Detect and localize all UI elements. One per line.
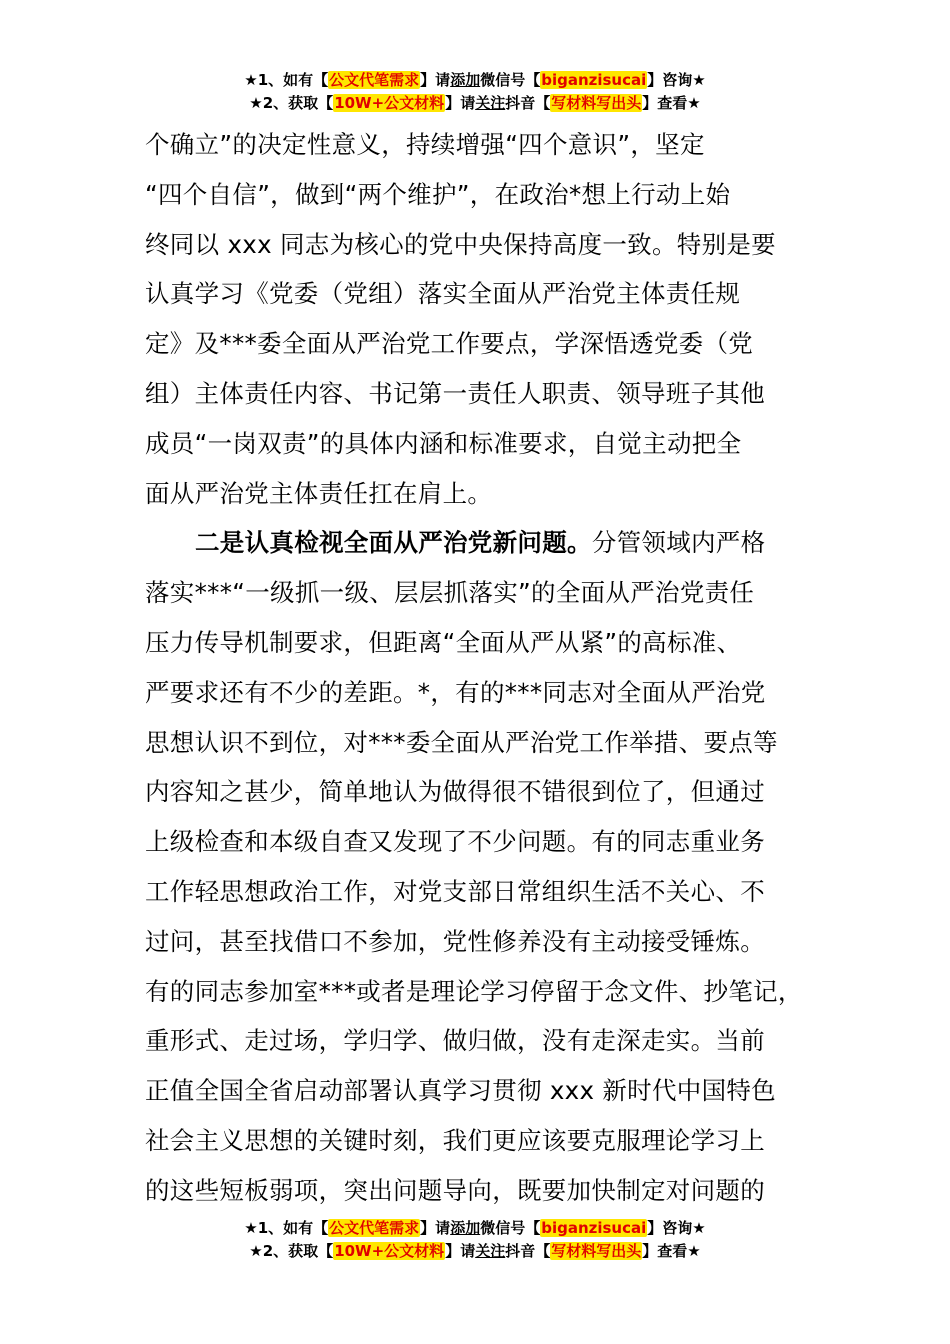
banner-text: 】请: [445, 1242, 476, 1260]
banner-text: 】咨询★: [647, 71, 706, 89]
banner-text: 】咨询★: [647, 1219, 706, 1237]
banner-line-2: [0, 1240, 950, 1263]
banner-text: 微信号【: [480, 71, 541, 89]
banner-highlight: 公文代笔需求: [329, 71, 420, 89]
banner-highlight: 写材料写出头: [551, 94, 642, 112]
body-line: 重形式、走过场，学归学、做归做，没有走深走实。当前: [145, 1026, 765, 1056]
body-line: 上级检查和本级自查又发现了不少问题。有的同志重业务: [145, 827, 765, 857]
body-line: 认真学习《党委（党组）落实全面从严治党主体责任规: [145, 279, 741, 309]
body-line: 严要求还有不少的差距。*，有的***同志对全面从严治党: [145, 677, 766, 707]
paragraph-heading: 二是认真检视全面从严治党新问题。: [195, 528, 592, 558]
body-line: 落实***“一级抓一级、层层抓落实”的全面从严治党责任: [145, 578, 755, 608]
banner-line-1: [0, 69, 950, 92]
body-line: 过问，甚至找借口不参加，党性修养没有主动接受锤炼。: [145, 926, 765, 956]
header-banner: [0, 69, 950, 115]
banner-text: ★2、获取【: [249, 94, 334, 112]
banner-highlight: biganzisucai: [541, 71, 647, 89]
banner-text: ★1、如有【: [244, 71, 329, 89]
body-line: 思想认识不到位，对***委全面从严治党工作举措、要点等: [145, 727, 778, 757]
body-line: 面从严治党主体责任扛在肩上。: [145, 478, 493, 508]
body-line: 内容知之甚少，简单地认为做得很不错很到位了，但通过: [145, 777, 765, 807]
banner-underline: 添加: [450, 1219, 481, 1237]
banner-highlight: 写材料写出头: [551, 1242, 642, 1260]
body-line: 有的同志参加室***或者是理论学习停留于念文件、抄笔记，: [145, 976, 803, 1006]
banner-underline: 关注: [475, 1242, 506, 1260]
body-line: 压力传导机制要求，但距离“全面从严从紧”的高标准、: [145, 627, 742, 657]
banner-underline: 关注: [475, 94, 506, 112]
body-line: 工作轻思想政治工作，对党支部日常组织生活不关心、不: [145, 876, 765, 906]
banner-text: 抖音【: [505, 94, 551, 112]
document-body: [145, 120, 810, 1216]
body-line: “四个自信”，做到“两个维护”，在政治*想上行动上始: [145, 179, 731, 209]
banner-text: ★1、如有【: [244, 1219, 329, 1237]
banner-highlight: 公文代笔需求: [329, 1219, 420, 1237]
banner-highlight: 10W+公文材料: [334, 1242, 445, 1260]
paragraph-2-first-line: [145, 518, 810, 568]
body-line: 个确立”的决定性意义，持续增强“四个意识”，坚定: [145, 130, 705, 159]
body-line: 社会主义思想的关键时刻，我们更应该要克服理论学习上: [145, 1125, 765, 1155]
body-line: 成员“一岗双责”的具体内涵和标准要求，自觉主动把全: [145, 428, 742, 458]
banner-text: 微信号【: [480, 1219, 541, 1237]
banner-text: 抖音【: [505, 1242, 551, 1260]
body-line: 终同以 xxx 同志为核心的党中央保持高度一致。特别是要: [145, 229, 776, 259]
banner-text: 】查看★: [642, 94, 701, 112]
banner-text: 】请: [420, 1219, 451, 1237]
body-line: 正值全国全省启动部署认真学习贯彻 xxx 新时代中国特色: [145, 1076, 776, 1106]
banner-highlight: biganzisucai: [541, 1219, 647, 1237]
banner-line-2: [0, 92, 950, 115]
banner-text: 】请: [420, 71, 451, 89]
body-line: 定》及***委全面从严治党工作要点，学深悟透党委（党: [145, 329, 754, 359]
banner-text: 】查看★: [642, 1242, 701, 1260]
body-line: 的这些短板弱项，突出问题导向，既要加快制定对问题的: [145, 1175, 765, 1205]
banner-line-1: [0, 1217, 950, 1240]
banner-text: ★2、获取【: [249, 1242, 334, 1260]
body-line: 组）主体责任内容、书记第一责任人职责、领导班子其他: [145, 378, 765, 408]
footer-banner: [0, 1217, 950, 1263]
banner-text: 】请: [445, 94, 476, 112]
body-text: 分管领域内严格: [591, 528, 766, 558]
banner-highlight: 10W+公文材料: [334, 94, 445, 112]
banner-underline: 添加: [450, 71, 481, 89]
